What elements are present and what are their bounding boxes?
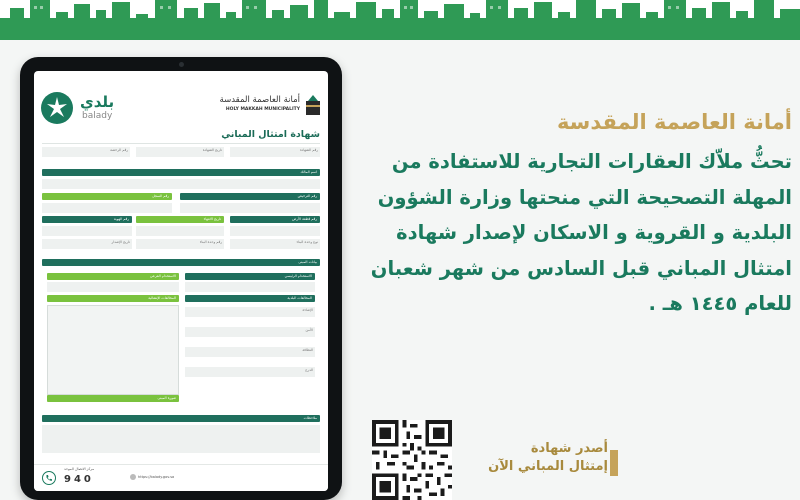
phone-icon — [42, 471, 56, 485]
field-notes — [42, 425, 320, 453]
web-icon — [130, 474, 136, 480]
organization-name: أمانة العاصمة المقدسة — [556, 110, 792, 134]
cta-line-1: أصدر شهادة — [530, 441, 608, 456]
record-number-bar: رقم السجل — [42, 193, 172, 200]
field-id — [42, 226, 132, 236]
divider — [42, 143, 320, 144]
field-plot — [230, 226, 320, 236]
expiry-bar: تاريخ الانتهاء — [136, 216, 224, 223]
field-certificate-number: رقم الرخصة — [42, 147, 130, 157]
brand-english: balady — [82, 111, 113, 121]
field-lighting: الإضاءة — [185, 307, 315, 317]
field-certificate-date: تاريخ الشهادة — [136, 147, 224, 157]
city-skyline-banner — [0, 0, 800, 40]
field-sub-use — [47, 282, 179, 292]
certificate-header — [34, 71, 328, 131]
announcement-line-5: للعام ١٤٤٥ هـ . — [648, 292, 792, 315]
field-record-number — [42, 203, 172, 213]
cta-accent-bar — [610, 450, 618, 476]
qr-code[interactable] — [370, 420, 454, 500]
field-expiry — [136, 226, 224, 236]
balady-logo — [40, 91, 160, 125]
field-stairs: الدرج — [185, 367, 315, 377]
field-owner-name — [42, 179, 320, 189]
balady-emblem-icon — [40, 91, 74, 125]
municipal-violations-bar: المخالفات البلدية — [185, 295, 315, 302]
building-photo-box — [47, 305, 179, 395]
announcement-text — [356, 110, 792, 322]
building-photo-bar: صورة المبنى — [47, 395, 179, 402]
tablet-device — [20, 57, 342, 500]
building-data-bar: بيانات المبنى — [42, 259, 320, 266]
certificate-footer — [34, 464, 328, 491]
id-bar: رقم الهوية — [42, 216, 132, 223]
field-issue-date: تاريخ الإصدار — [42, 239, 132, 249]
announcement-line-1: تحثُّ ملاّك العقارات التجارية للاستفادة من — [391, 150, 792, 173]
main-use-bar: الاستخدام الرئيسي — [185, 273, 315, 280]
certificate-screen — [34, 71, 328, 491]
call-center-number: 940 — [64, 474, 94, 485]
field-unit-type: نوع وحدة البناء — [230, 239, 320, 249]
camera-dot — [179, 62, 184, 67]
notes-bar: ملاحظات — [42, 415, 320, 422]
call-center-label: مركز الاتصال الموحد — [64, 467, 95, 471]
sub-use-bar: الاستخدام الفرعي — [47, 273, 179, 280]
owner-name-bar: اسم المالك — [42, 169, 320, 176]
field-security: الأمن — [185, 327, 315, 337]
footer-url: https://balady.gov.sa — [138, 475, 175, 479]
plot-bar: رقم قطعة الأرض — [230, 216, 320, 223]
municipality-logo — [172, 95, 322, 125]
field-license — [180, 203, 320, 213]
field-license-number: رقم الشهادة — [230, 147, 320, 157]
cta-line-2: إمتثال المباني الآن — [488, 459, 608, 474]
issue-certificate-cta[interactable] — [468, 440, 608, 476]
municipality-english: HOLY MAKKAH MUNICIPALITY — [225, 107, 300, 112]
announcement-line-4: امتثال المباني قبل السادس من شهر شعبان — [370, 256, 792, 280]
municipality-arabic: أمانة العاصمة المقدسة — [219, 95, 300, 105]
field-unit-number: رقم وحدة البناء — [136, 239, 224, 249]
brand-arabic: بلدي — [80, 93, 115, 111]
announcement-line-2: المهلة التصحيحة التي منحتها وزارة الشؤون — [377, 185, 792, 209]
field-cleanliness: النظافة — [185, 347, 315, 357]
field-main-use — [185, 282, 315, 292]
license-bar: رقم الترخيص — [180, 193, 320, 200]
structural-violations-bar: المخالفات الإنشائية — [47, 295, 179, 302]
makkah-emblem-icon — [304, 95, 322, 117]
certificate-title: شهادة امتثال المباني — [221, 129, 320, 140]
announcement-line-3: البلدية و القروية و الاسكان لإصدار شهادة — [396, 221, 792, 244]
